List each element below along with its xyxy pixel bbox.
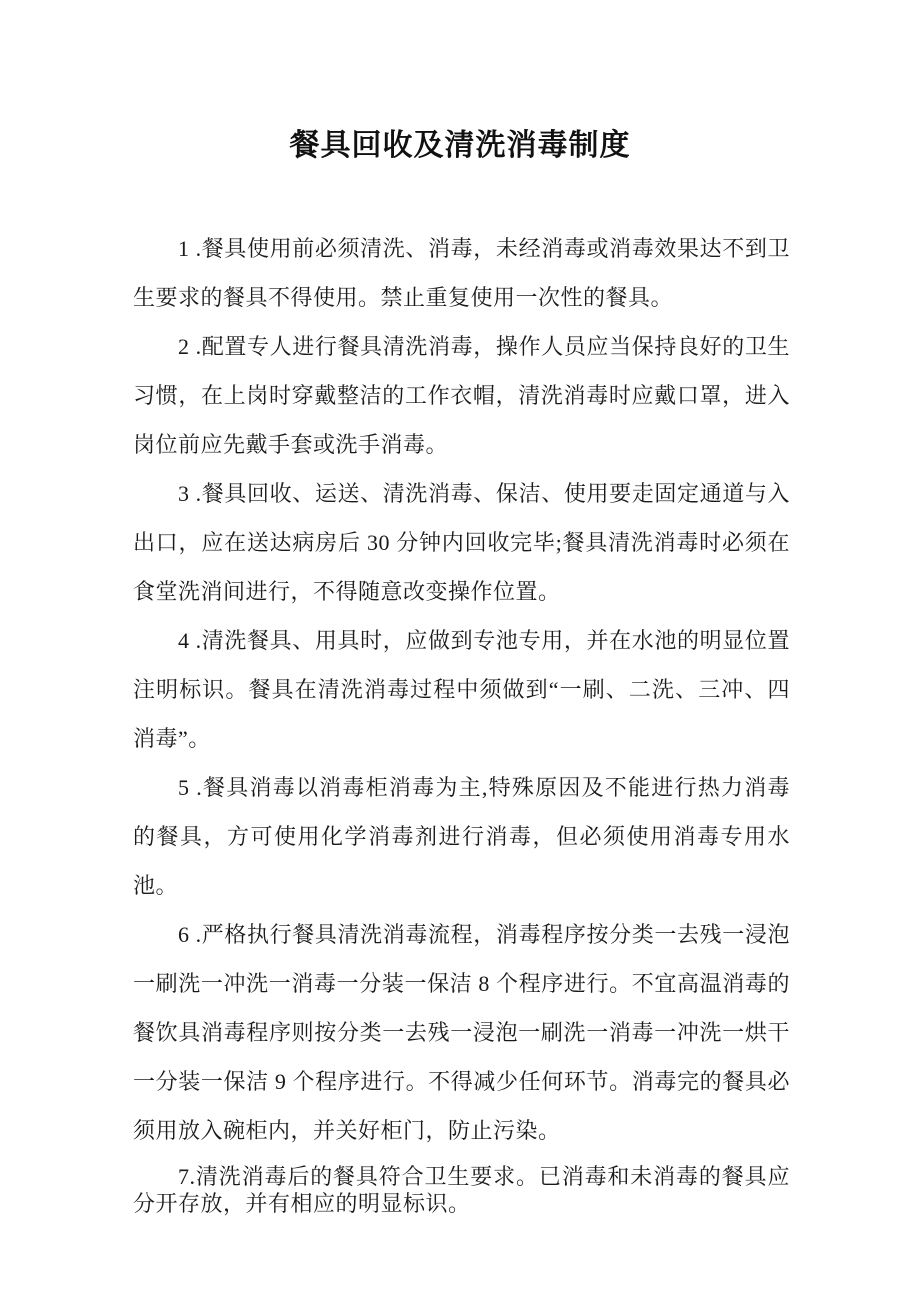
paragraph-1: 1 .餐具使用前必须清洗、消毒，未经消毒或消毒效果达不到卫生要求的餐具不得使用。禁止重复使用一次性的餐具。 [133, 236, 790, 310]
paragraph-2: 2 .配置专人进行餐具清洗消毒，操作人员应当保持良好的卫生习惯，在上岗时穿戴整洁的工作衣帽，清洗消毒时应戴口罩，进入岗位前应先戴手套或洗手消毒。 [133, 334, 790, 457]
paragraph-5: 5 .餐具消毒以消毒柜消毒为主,特殊原因及不能进行热力消毒的餐具，方可使用化学消毒剂进行消毒，但必须使用消毒专用水池。 [133, 775, 790, 898]
paragraph-6: 6 .严格执行餐具清洗消毒流程，消毒程序按分类一去残一浸泡一刷洗一冲洗一消毒一分装一保洁 8 个程序进行。不宜高温消毒的餐饮具消毒程序则按分类一去残一浸泡一刷洗一消毒一冲洗一烘干一分装一保洁 9 个程序进行。不得减少任何环节。消毒完的餐具必须用放入碗柜内，并关好柜门，防止污染。 [133, 922, 790, 1143]
paragraph-3: 3 .餐具回收、运送、清洗消毒、保洁、使用要走固定通道与入出口，应在送达病房后 30 分钟内回收完毕;餐具清洗消毒时必须在食堂洗消间进行，不得随意改变操作位置。 [133, 481, 790, 604]
paragraph-7: 7.清洗消毒后的餐具符合卫生要求。已消毒和未消毒的餐具应分开存放，并有相应的明显标识。 [133, 1164, 790, 1216]
document-title: 餐具回收及清洗消毒制度 [289, 129, 631, 162]
paragraph-4: 4 .清洗餐具、用具时，应做到专池专用，并在水池的明显位置注明标识。餐具在清洗消毒过程中须做到“一刷、二洗、三冲、四消毒”。 [133, 628, 790, 751]
document-body [133, 224, 790, 1217]
